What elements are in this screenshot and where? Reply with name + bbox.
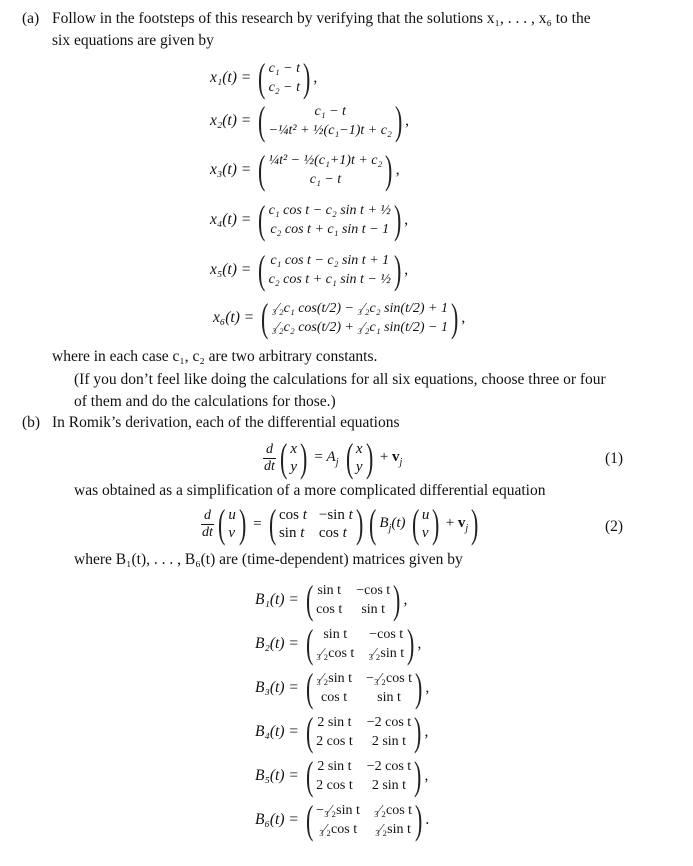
right-paren: ) bbox=[415, 665, 423, 710]
solution-row: c₂ cos t + c₁ sin t − 1 bbox=[270, 222, 390, 237]
solution-row: ₃⁄₂c₁ cos(t/2) − ₃⁄₂c₂ sin(t/2) + 1 bbox=[271, 301, 448, 316]
solution-x6 bbox=[213, 295, 466, 340]
left-paren: ( bbox=[258, 55, 266, 100]
solution-x5 bbox=[210, 247, 409, 292]
solution-label: x₄(t) = bbox=[210, 211, 252, 228]
matrix-cell: 2 sin t bbox=[371, 734, 407, 749]
solution-x1 bbox=[210, 55, 318, 100]
right-paren: ) bbox=[415, 797, 423, 842]
right-paren: ) bbox=[414, 709, 422, 754]
matrix-cell: ₃⁄₂sin t bbox=[368, 646, 405, 661]
matrix-cell: cos t bbox=[321, 690, 348, 705]
right-paren: ) bbox=[302, 55, 311, 100]
solution-label: x₃(t) = bbox=[210, 161, 252, 178]
matrix-label: B₂(t) = bbox=[255, 635, 299, 652]
solution-row: c₁ − t bbox=[268, 61, 300, 76]
comma: , bbox=[313, 69, 318, 86]
part-a-text-line1: Follow in the footsteps of this research by verifying that the solutions x₁, . . . , x₆ to the bbox=[52, 10, 591, 27]
matrix-b5 bbox=[255, 753, 429, 798]
right-paren: ) bbox=[393, 197, 402, 242]
right-paren: ) bbox=[393, 577, 401, 622]
matrix-cell: 2 sin t bbox=[317, 759, 352, 774]
solution-x3 bbox=[210, 147, 400, 192]
matrix-cell: ₃⁄₂sin t bbox=[316, 671, 352, 686]
matrix-label: B₆(t) = bbox=[255, 811, 299, 828]
matrix-cell: sin t bbox=[361, 602, 386, 617]
solution-label: x₂(t) = bbox=[210, 112, 252, 129]
equation-2: $\frac{d}{dt}$ ( u v ) = ( cos t −sin t sin t cos t ) ( $B_j(t)$ ( u v ) + $v_j$ ) bbox=[202, 501, 479, 546]
left-paren: ( bbox=[305, 665, 314, 710]
comma: , bbox=[405, 112, 410, 129]
solution-row: ¼t² − ½(c₁+1)t + c₂ bbox=[268, 153, 383, 168]
left-paren: ( bbox=[305, 577, 314, 622]
matrix-b1 bbox=[255, 577, 408, 622]
solution-row: −¼t² + ½(c₁−1)t + c₂ bbox=[268, 123, 392, 138]
equation-2-number: (2) bbox=[605, 518, 624, 535]
part-a-text-line2: six equations are given by bbox=[52, 32, 214, 49]
matrix-cell: cos t bbox=[316, 602, 343, 617]
left-paren: ( bbox=[258, 247, 266, 292]
solution-row: c₁ cos t − c₂ sin t + 1 bbox=[270, 253, 390, 268]
punctuation: , bbox=[424, 723, 429, 740]
matrix-cell: −₃⁄₂cos t bbox=[365, 671, 413, 686]
matrix-b2 bbox=[255, 621, 422, 666]
matrix-cell: ₃⁄₂sin t bbox=[375, 822, 411, 837]
matrix-label: B₃(t) = bbox=[255, 679, 299, 696]
right-paren: ) bbox=[450, 295, 459, 340]
solution-row: c₂ − t bbox=[268, 80, 300, 95]
matrix-cell: −₃⁄₂sin t bbox=[316, 803, 360, 818]
comma: , bbox=[395, 161, 400, 178]
matrix-b3 bbox=[255, 665, 430, 710]
punctuation: , bbox=[403, 591, 408, 608]
left-paren: ( bbox=[261, 295, 269, 340]
matrix-cell: −cos t bbox=[369, 627, 404, 642]
left-paren: ( bbox=[305, 621, 314, 666]
right-paren: ) bbox=[414, 753, 422, 798]
note-line1: (If you don’t feel like doing the calculations for all six equations, choose three or four bbox=[74, 371, 606, 388]
matrix-cell: −2 cos t bbox=[366, 759, 412, 774]
matrix-cell: sin t bbox=[377, 690, 401, 705]
punctuation: , bbox=[417, 635, 422, 652]
part-b-text-line3: where B₁(t), . . . , B₆(t) are (time-dependent) matrices given by bbox=[74, 551, 463, 568]
solution-row: c₁ cos t − c₂ sin t + ½ bbox=[268, 203, 391, 218]
left-paren: ( bbox=[305, 709, 314, 754]
part-a-label: (a) bbox=[22, 10, 40, 27]
matrix-cell: 2 cos t bbox=[316, 778, 353, 793]
right-paren: ) bbox=[394, 98, 403, 143]
where-constants-line: where in each case c₁, c₂ are two arbitrary constants. bbox=[52, 348, 378, 365]
matrix-cell: ₃⁄₂cos t bbox=[318, 822, 358, 837]
punctuation: , bbox=[425, 679, 430, 696]
left-paren: ( bbox=[258, 147, 266, 192]
comma: , bbox=[404, 211, 409, 228]
solution-x4 bbox=[210, 197, 409, 242]
matrix-cell: 2 sin t bbox=[371, 778, 407, 793]
solution-label: x₁(t) = bbox=[210, 69, 252, 86]
left-paren: ( bbox=[258, 197, 266, 242]
left-paren: ( bbox=[305, 797, 314, 842]
solution-x2 bbox=[210, 98, 410, 143]
right-paren: ) bbox=[385, 147, 393, 192]
comma: , bbox=[461, 309, 466, 326]
left-paren: ( bbox=[305, 753, 314, 798]
matrix-cell: ₃⁄₂cos t bbox=[316, 646, 355, 661]
matrix-cell: 2 cos t bbox=[316, 734, 353, 749]
part-b-label: (b) bbox=[22, 414, 41, 431]
right-paren: ) bbox=[407, 621, 415, 666]
matrix-b4 bbox=[255, 709, 429, 754]
matrix-cell: ₃⁄₂cos t bbox=[373, 803, 413, 818]
comma: , bbox=[404, 261, 409, 278]
equation-1-number: (1) bbox=[605, 450, 624, 467]
right-paren: ) bbox=[393, 247, 402, 292]
matrix-cell: 2 sin t bbox=[317, 715, 352, 730]
note-line2: of them and do the calculations for those.) bbox=[74, 393, 336, 410]
matrix-cell: sin t bbox=[317, 583, 342, 598]
part-b-text-line2: was obtained as a simplification of a more complicated differential equation bbox=[74, 482, 546, 499]
solution-row: c₂ cos t + c₁ sin t − ½ bbox=[268, 272, 391, 287]
matrix-b6 bbox=[255, 797, 430, 842]
matrix-label: B₁(t) = bbox=[255, 591, 299, 608]
matrix-cell: −2 cos t bbox=[366, 715, 412, 730]
matrix-cell: sin t bbox=[323, 627, 348, 642]
equation-1: $\frac{d}{dt}$ ( x y ) = $A_j$ ( x y ) + $v_j$ bbox=[264, 435, 403, 480]
solution-row: c₁ − t bbox=[314, 104, 346, 119]
matrix-label: B₅(t) = bbox=[255, 767, 299, 784]
solution-label: x₅(t) = bbox=[210, 261, 252, 278]
punctuation: . bbox=[425, 811, 430, 828]
matrix-label: B₄(t) = bbox=[255, 723, 299, 740]
solution-label: x₆(t) = bbox=[213, 309, 255, 326]
solution-row: ₃⁄₂c₂ cos(t/2) + ₃⁄₂c₁ sin(t/2) − 1 bbox=[271, 320, 448, 335]
matrix-cell: −cos t bbox=[356, 583, 391, 598]
part-b-text-line1: In Romik’s derivation, each of the differential equations bbox=[52, 414, 400, 431]
solution-row: c₁ − t bbox=[309, 172, 342, 187]
left-paren: ( bbox=[258, 98, 266, 143]
punctuation: , bbox=[424, 767, 429, 784]
